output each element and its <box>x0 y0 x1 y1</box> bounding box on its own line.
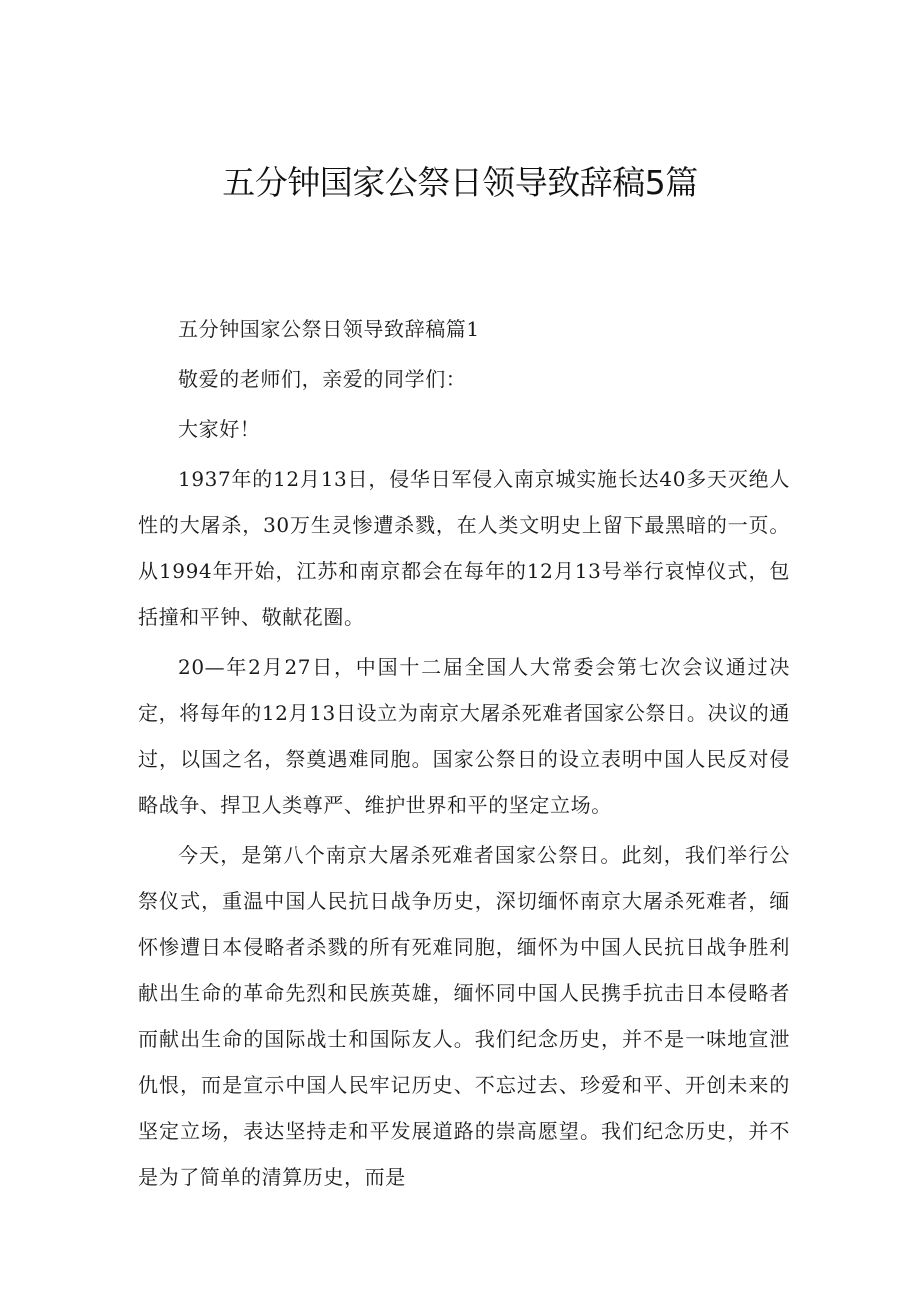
section-heading: 五分钟国家公祭日领导致辞稿篇1 <box>178 317 480 341</box>
body-paragraph: 今天，是第八个南京大屠杀死难者国家公祭日。此刻，我们举行公祭仪式，重温中国人民抗日战争历史，深切缅怀南京大屠杀死难者，缅怀惨遭日本侵略者杀戮的所有死难同胞，缅怀为中国人民抗日战争胜利献出生命的革命先烈和民族英雄，缅怀同中国人民携手抗击日本侵略者而献出生命的国际战士和国际友人。我们纪念历史，并不是一味地宣泄仇恨，而是宣示中国人民牢记历史、不忘过去、珍爱和平、开创未来的坚定立场，表达坚持走和平发展道路的崇高愿望。我们纪念历史，并不是为了简单的清算历史，而是 <box>138 843 790 1189</box>
document-title: 五分钟国家公祭日领导致辞稿5篇 <box>222 163 698 202</box>
greeting: 大家好！ <box>178 417 261 441</box>
body-paragraph: 20—年2月27日，中国十二届全国人大常委会第七次会议通过决定，将每年的12月13日设立为南京大屠杀死难者国家公祭日。决议的通过，以国之名，祭奠遇难同胞。国家公祭日的设立表明中国人民反对侵略战争、捍卫人类尊严、维护世界和平的坚定立场。 <box>138 655 790 817</box>
body-paragraph: 1937年的12月13日，侵华日军侵入南京城实施长达40多天灭绝人性的大屠杀，30万生灵惨遭杀戮，在人类文明史上留下最黑暗的一页。从1994年开始，江苏和南京都会在每年的12月13号举行哀悼仪式，包括撞和平钟、敬献花圈。 <box>138 467 790 629</box>
salutation: 敬爱的老师们，亲爱的同学们： <box>178 367 467 391</box>
document-body <box>138 306 790 1204</box>
